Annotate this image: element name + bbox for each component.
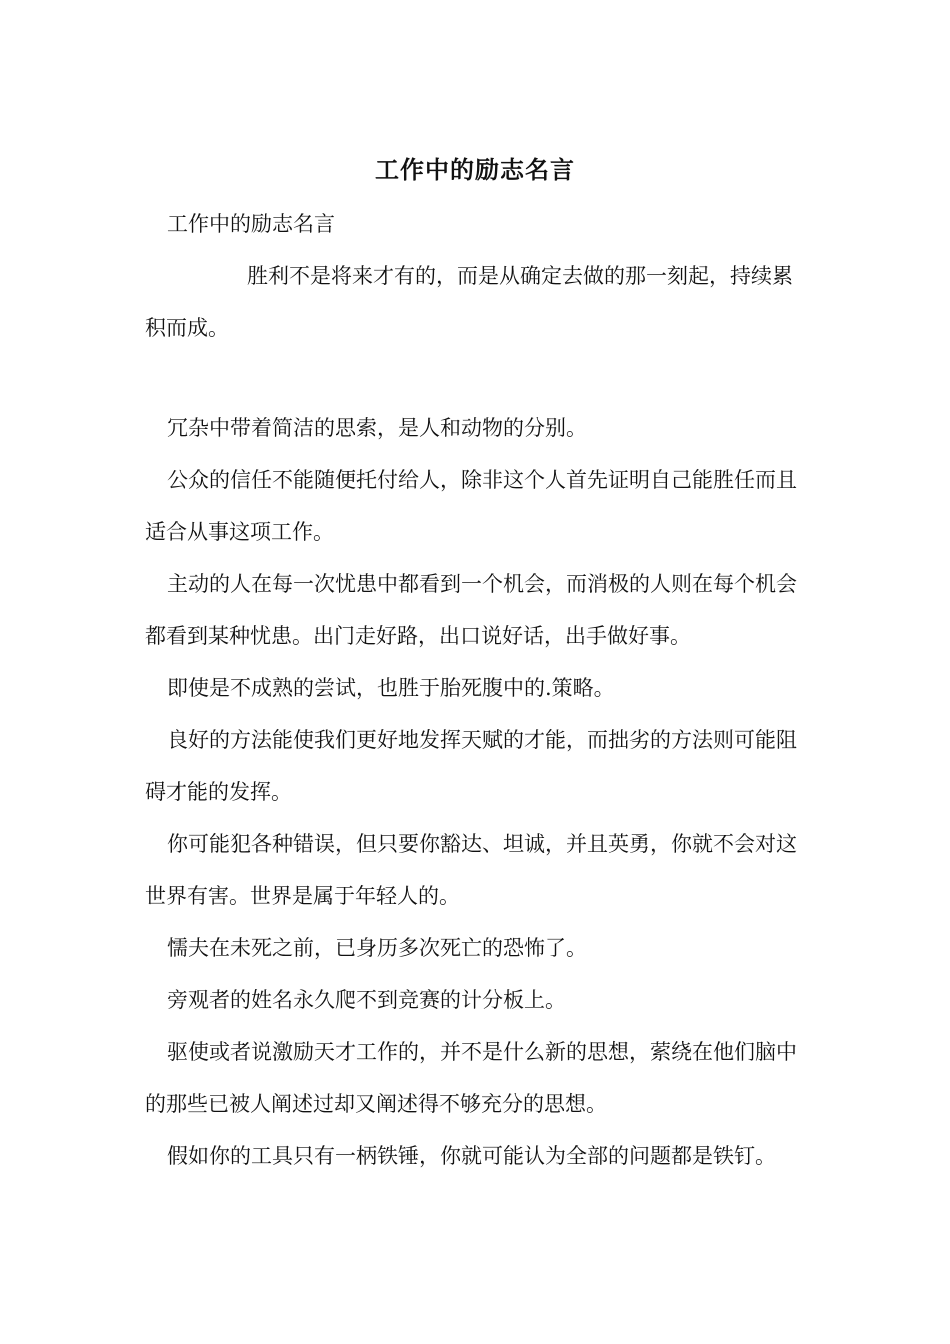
paragraph-8: 懦夫在未死之前，已身历多次死亡的恐怖了。 (167, 936, 587, 960)
paragraph-4: 主动的人在每一次忧患中都看到一个机会，而消极的人则在每个机会都看到某种忧患。出门走好路，出口说好话，出手做好事。 (145, 572, 797, 648)
paragraph-9: 旁观者的姓名永久爬不到竞赛的计分板上。 (167, 988, 566, 1012)
paragraph-2: 冗杂中带着简洁的思索，是人和动物的分别。 (167, 416, 587, 440)
paragraph-11: 假如你的工具只有一柄铁锤，你就可能认为全部的问题都是铁钉。 (167, 1144, 776, 1168)
paragraph-10: 驱使或者说激励天才工作的，并不是什么新的思想，萦绕在他们脑中的那些已被人阐述过却又阐述得不够充分的思想。 (145, 1040, 797, 1116)
document-subtitle: 工作中的励志名言 (167, 212, 335, 236)
paragraph-7: 你可能犯各种错误，但只要你豁达、坦诚，并且英勇，你就不会对这世界有害。世界是属于年轻人的。 (145, 832, 797, 908)
paragraph-5: 即使是不成熟的尝试，也胜于胎死腹中的.策略。 (167, 676, 615, 700)
paragraph-1: 胜利不是将来才有的，而是从确定去做的那一刻起，持续累积而成。 (145, 264, 793, 340)
paragraph-3: 公众的信任不能随便托付给人，除非这个人首先证明自己能胜任而且适合从事这项工作。 (145, 468, 797, 544)
paragraph-6: 良好的方法能使我们更好地发挥天赋的才能，而拙劣的方法则可能阻碍才能的发挥。 (145, 728, 797, 804)
document-title: 工作中的励志名言 (375, 155, 575, 184)
document-body (145, 198, 810, 1182)
blank-line (145, 354, 810, 402)
